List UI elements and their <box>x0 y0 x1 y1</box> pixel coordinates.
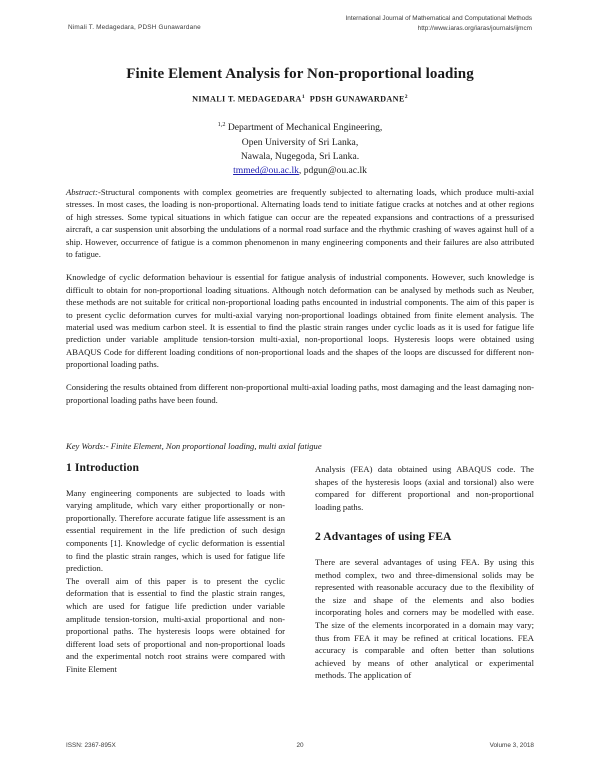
abstract-paragraph-3: Considering the results obtained from different non-proportional multi-axial loading paths, most damaging and the least damaging non-proportional loading paths have been found. <box>66 382 534 405</box>
affiliation-emails <box>0 164 600 178</box>
footer-volume: Volume 3, 2018 <box>489 742 534 749</box>
abstract-label: Abstract:- <box>66 187 101 197</box>
body-column-left <box>66 462 285 676</box>
author-two: PDSH GUNAWARDANE <box>309 94 405 104</box>
keywords-label: Key Words:- <box>66 441 109 451</box>
email-link-author-one[interactable]: tmmed@ou.ac.lk <box>233 165 299 177</box>
body-columns <box>66 462 534 730</box>
abstract-paragraph-1-text: Structural components with complex geometries are frequently subjected to alternating loads, which produce multi-axial stresses. In most cases, the loading is non-proportional. Alternating loads tend to initiate fatigue cracks at notches and at other regions of high stresses. Some typical situations in which fatigue can occur are the repeated expansions and contractions of a pressurised aircraft, a car suspension unit absorbing the undulations of a normal road surface and the rhythmic crashing of waves against hull of a ship. However, occurrence of fatigue is a common phenomenon in many engineering components and their failures are also attributed to fatigue. <box>66 187 534 260</box>
author-one: NIMALI T. MEDAGEDARA <box>192 94 302 104</box>
running-head-journal <box>345 14 532 34</box>
journal-name: International Journal of Mathematical and Computational Methods <box>345 15 532 22</box>
section1-paragraph-2-continued: Analysis (FEA) data obtained using ABAQUS code. The shapes of the hysteresis loops (axial and torsional) also were compared for different proportional and non-proportional loading paths. <box>315 464 534 512</box>
author-list <box>0 94 600 104</box>
affiliation-line-1 <box>0 118 600 136</box>
running-head <box>0 14 600 44</box>
affiliation-line-3: Nawala, Nugegoda, Sri Lanka. <box>240 151 360 162</box>
abstract-paragraph-1 <box>66 186 534 261</box>
body-column-right <box>315 462 534 682</box>
affiliation-line-2: Open University of Sri Lanka, <box>241 136 359 148</box>
email-author-two: pdgun@ou.ac.lk <box>303 165 367 177</box>
journal-url: http://www.iaras.org/iaras/journals/ijmcm <box>417 25 532 32</box>
footer-page-number: 20 <box>296 742 304 749</box>
author-two-affiliation-marker: 2 <box>404 94 408 100</box>
running-head-authors: Nimali T. Medagedara, PDSH Gunawardane <box>68 24 201 31</box>
keywords-text: Finite Element, Non proportional loading, multi axial fatigue <box>110 441 322 451</box>
footer-issn: ISSN: 2367-895X <box>66 742 116 749</box>
abstract-section <box>66 186 534 406</box>
section-heading-introduction: 1 Introduction <box>66 461 140 474</box>
affiliation-department: Department of Mechanical Engineering, <box>227 122 383 134</box>
section2-paragraph-1: There are several advantages of using FEA. By using this method complex, two and three-dimensional solids may be represented with reasonable accuracy due to the flexibility of the size and shape of the elements and also bodies incorporating holes and corners may be modelled with ease. The size of the elements incorporated in a domain may vary; thus from FEA it may be refined at critical locations. FEA accuracy is comparable and often better than solutions achieved by means of other analytical or experimental methods. The application of <box>315 556 534 681</box>
section1-paragraph-2: The overall aim of this paper is to present the cyclic deformation that is essential to find the plastic strain ranges, which are used for fatigue life prediction under variable amplitude tension-torsion, multi-axial proportional and non-proportional paths. The hysteresis loops were obtained for different load sets of proportional and non-proportional loads and the experimental notch root strains were compared with Finite Element <box>66 575 285 674</box>
affiliation-block <box>0 118 600 179</box>
page-title: Finite Element Analysis for Non-proportional loading <box>126 66 474 82</box>
keywords-line <box>66 440 534 452</box>
affiliation-marker: 1,2 <box>217 121 226 128</box>
section-heading-advantages: 2 Advantages of using FEA <box>315 530 452 544</box>
section1-paragraph-1: Many engineering components are subjected to loads with varying amplitude, which vary either proportionally or non-proportionally. Therefore accurate fatigue life assessment is an essential requirement in the life prediction of such design components [1]. Knowledge of cyclic deformation is essential to find the plastic strain ranges, which is used for fatigue life prediction. <box>66 487 285 574</box>
email-separator: , <box>298 165 304 177</box>
page-footer <box>66 742 534 754</box>
abstract-paragraph-2: Knowledge of cyclic deformation behaviour is essential for fatigue analysis of industrial components. However, such knowledge is difficult to obtain for non-proportional loading situations. Although notch deformation can be analysed by methods such as Neuber, these methods are not suitable for critical non-proportional loading paths encounted in industrial components. The aim of this paper is to present cyclic deformation curves for multi-axial varying non-proportional loadings obtained from finite element analysis. The material used was medium carbon steel. It is essential to find the plastic strain ranges under cyclic loads as it is used for fatigue life prediction under variable amplitude tension-torsion multi-axial, non-proportional loops. Hysteresis loops were obtained using ABAQUS Code for different loading conditions of non-proportional loads and the shapes of the loops are discussed for different non-proportional loading paths. <box>66 272 534 370</box>
author-one-affiliation-marker: 1 <box>301 94 305 100</box>
